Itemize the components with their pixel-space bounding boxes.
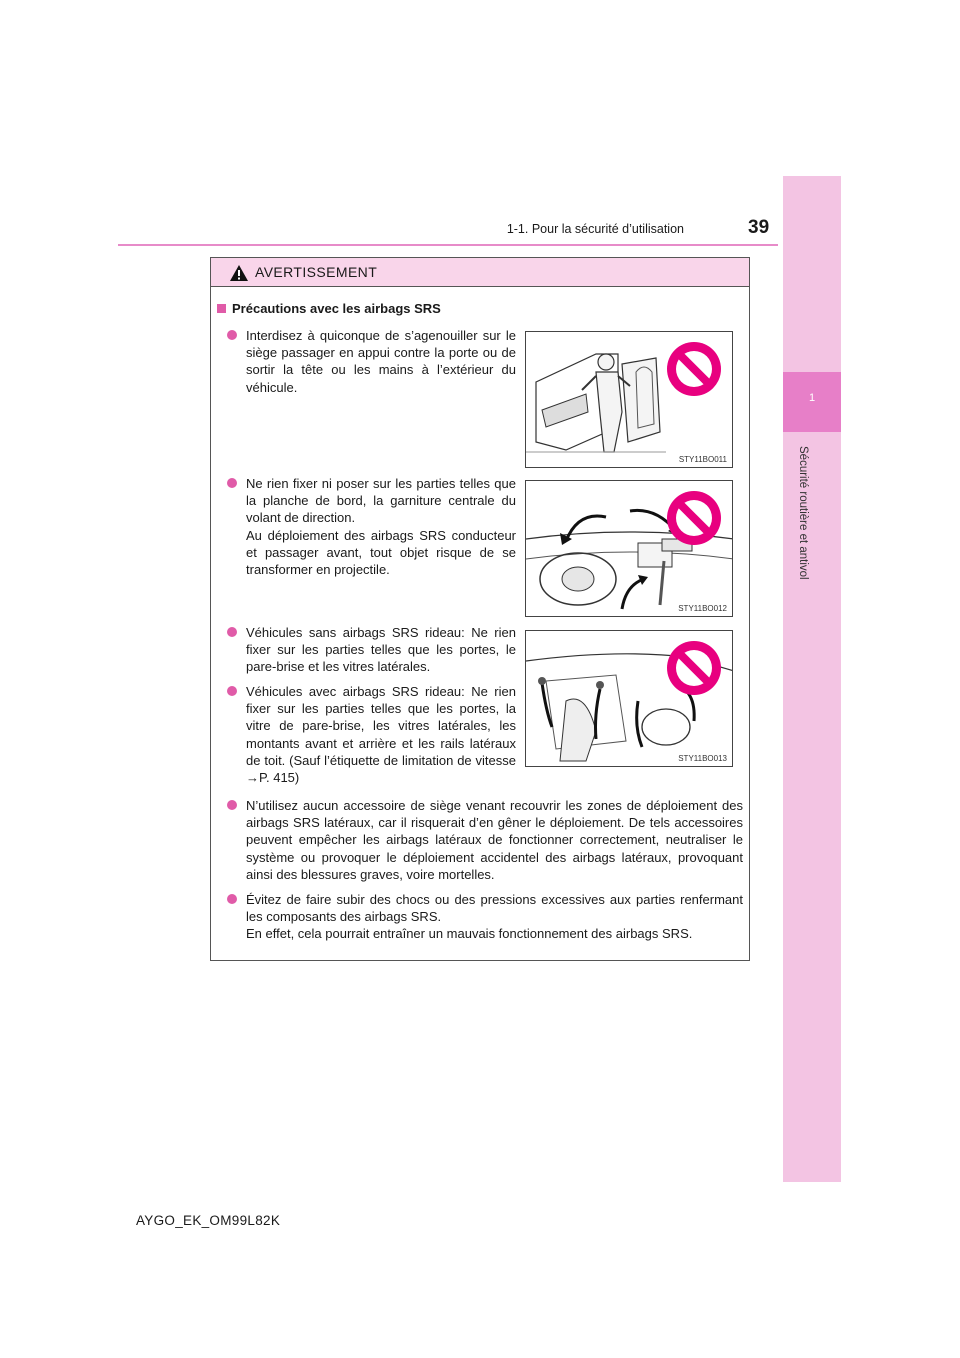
figure-passenger-seat <box>525 331 733 468</box>
warning-item-text: Ne rien fixer ni poser sur les parties telles que la planche de bord, la garniture centrale du volant de direction. Au déploiement des airbags SRS conducteur et passager avant, tout objet risque de se transformer en projectile. <box>246 476 516 578</box>
section-heading <box>217 301 441 316</box>
chapter-number: 1 <box>808 392 816 404</box>
prohibited-icon <box>664 638 724 698</box>
chapter-label: Sécurité routière et antivol <box>797 446 809 580</box>
bullet-icon <box>227 478 237 488</box>
warning-item-text: Interdisez à quiconque de s’agenouiller sur le siège passager en appui contre la porte ou de sortir la tête ou les mains à l’extérieur du véhicule. <box>246 328 516 395</box>
warning-item-text: Évitez de faire subir des chocs ou des pressions excessives aux parties renfermant les composants des airbags SRS. En effet, cela pourrait entraîner un mauvais fonctionnement des airbags SRS. <box>246 892 743 942</box>
bullet-icon <box>227 627 237 637</box>
section-heading-text: Précautions avec les airbags SRS <box>232 301 441 316</box>
warning-header <box>211 258 749 287</box>
warning-item <box>227 327 516 396</box>
warning-box <box>210 257 750 961</box>
figure-dashboard <box>525 480 733 617</box>
bullet-icon <box>227 330 237 340</box>
bullet-icon <box>227 894 237 904</box>
chapter-tab <box>783 176 841 1182</box>
figure-curtain-airbag <box>525 630 733 767</box>
warning-item <box>227 475 516 578</box>
warning-item <box>227 797 743 883</box>
document-code: AYGO_EK_OM99L82K <box>136 1213 281 1228</box>
prohibited-icon <box>664 339 724 399</box>
figure-code: STY11BO011 <box>678 455 727 464</box>
square-bullet-icon <box>217 304 226 313</box>
figure-code: STY11BO013 <box>678 754 727 763</box>
prohibited-icon <box>664 488 724 548</box>
bullet-icon <box>227 800 237 810</box>
warning-title: AVERTISSEMENT <box>255 264 378 280</box>
warning-item-text: Véhicules avec airbags SRS rideau: Ne rien fixer sur les parties telles que les portes, la vitre de pare-brise, les vitres latérales, les montants avant et arrière et les rails latéraux de toit. (Sauf l’étiquette de limitation de vitesse →P. 415) <box>246 684 516 786</box>
warning-item <box>227 891 743 943</box>
page-number: 39 <box>748 217 770 238</box>
figure-code: STY11BO012 <box>678 604 727 613</box>
section-title: 1-1. Pour la sécurité d’utilisation <box>506 222 684 236</box>
warning-item-text: N’utilisez aucun accessoire de siège venant recouvrir les zones de déploiement des airbags SRS latéraux, car il risquerait d’en gêner le déploiement. De tels accessoires peuvent empêcher les airbags latéraux de fonctionner correctement, neutraliser le système ou provoquer le déploiement accidentel des airbags latéraux, provoquant ainsi des blessures graves, voire mortelles. <box>246 798 743 882</box>
bullet-icon <box>227 686 237 696</box>
warning-triangle-icon <box>229 264 249 282</box>
header-rule <box>118 244 778 246</box>
warning-item <box>227 683 516 786</box>
warning-item-text: Véhicules sans airbags SRS rideau: Ne rien fixer sur les parties telles que les portes, le pare-brise et les vitres latérales. <box>246 625 516 675</box>
warning-item <box>227 624 516 676</box>
